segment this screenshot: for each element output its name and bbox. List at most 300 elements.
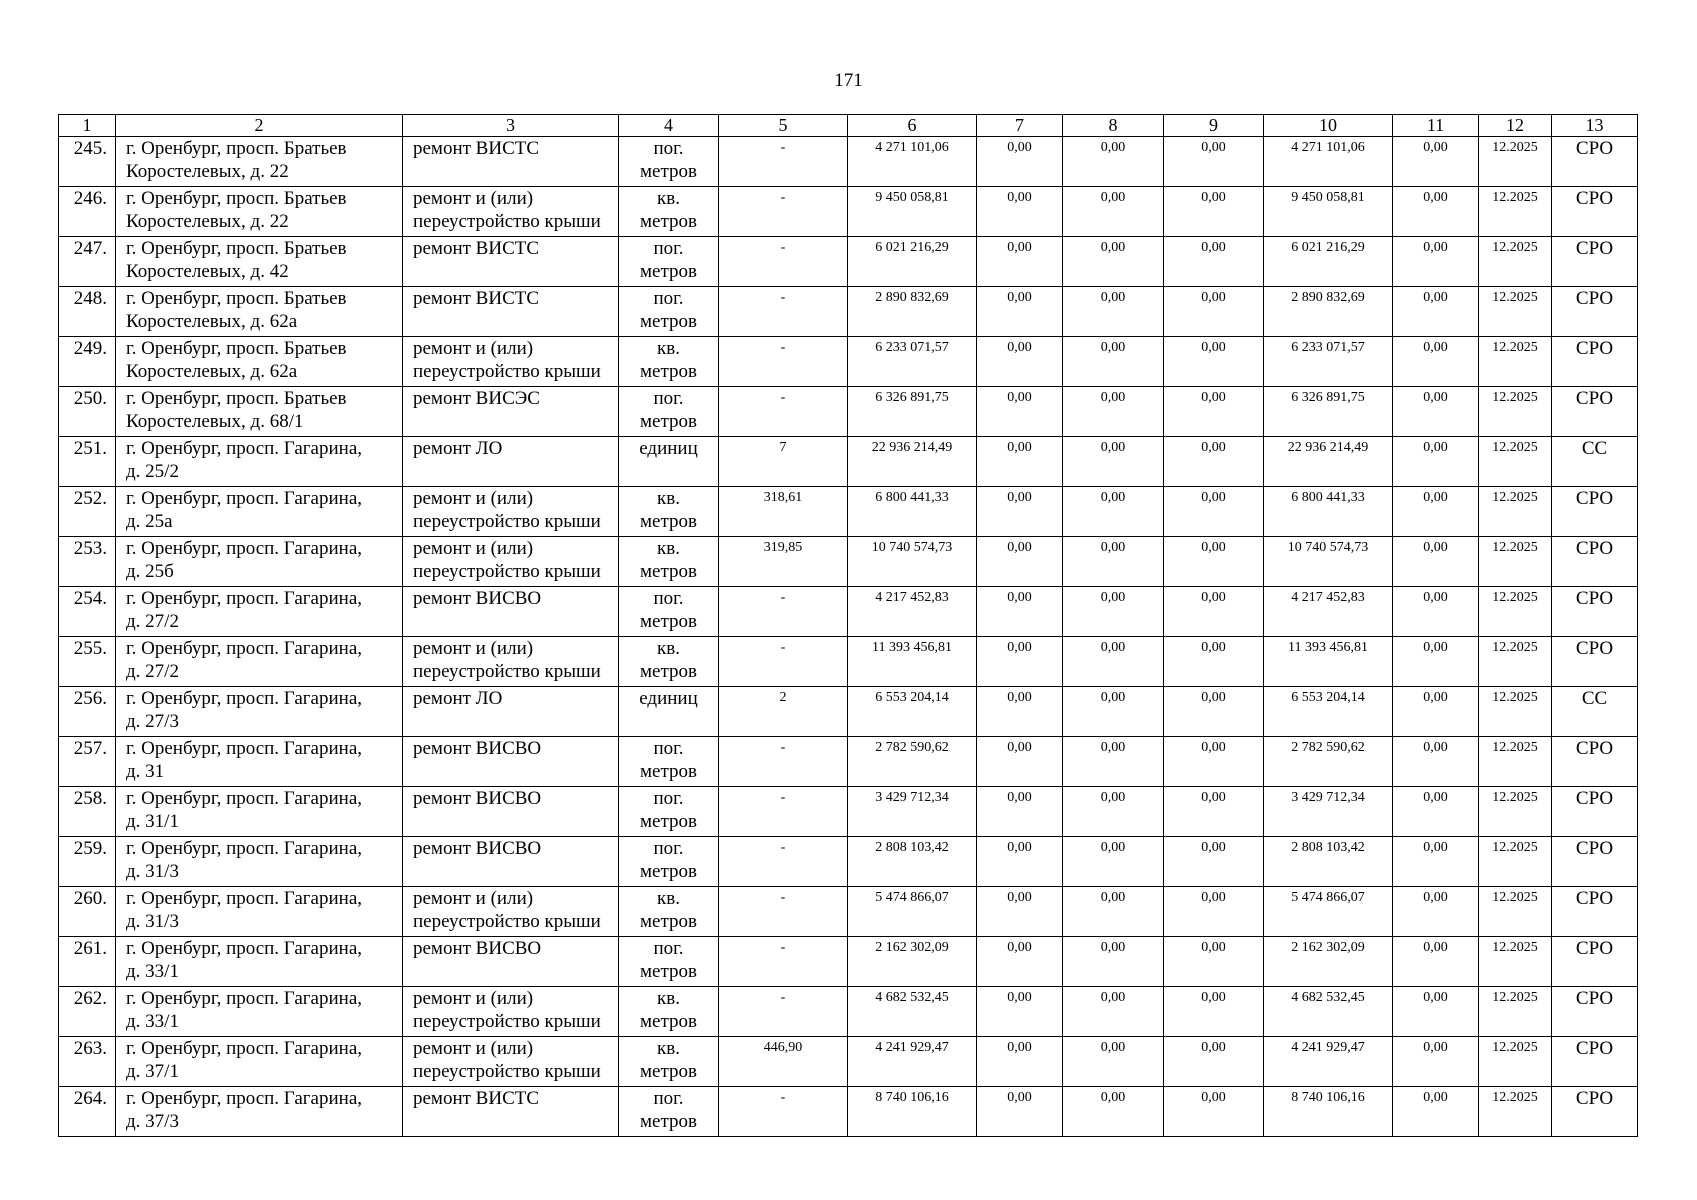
unit-line: метров	[640, 561, 697, 582]
address-line: г. Оренбург, просп. Гагарина,	[126, 888, 362, 909]
quantity-cell: -	[719, 787, 848, 837]
address-line: д. 31/3	[126, 861, 179, 882]
cost-cell-8: 0,00	[1063, 1087, 1164, 1137]
work-type-line: ремонт и (или)	[413, 188, 534, 209]
address-cell	[116, 387, 403, 437]
column-header: 1	[59, 115, 116, 137]
address-line: г. Оренбург, просп. Гагарина,	[126, 1038, 362, 1059]
total-cost-cell: 10 740 574,73	[848, 537, 977, 587]
work-type-line: переустройство крыши	[413, 561, 601, 582]
cost-cell-10: 4 217 452,83	[1264, 587, 1393, 637]
cost-cell-8: 0,00	[1063, 987, 1164, 1037]
cost-cell-8: 0,00	[1063, 537, 1164, 587]
cost-cell-9: 0,00	[1164, 437, 1264, 487]
address-line: г. Оренбург, просп. Братьев	[126, 238, 347, 259]
cost-cell-10: 10 740 574,73	[1264, 537, 1393, 587]
cost-cell-11: 0,00	[1393, 937, 1479, 987]
table-row	[59, 437, 1638, 487]
cost-cell-11: 0,00	[1393, 987, 1479, 1037]
total-cost-cell: 4 241 929,47	[848, 1037, 977, 1087]
work-type-line: ремонт ВИСВО	[413, 788, 542, 809]
address-cell	[116, 837, 403, 887]
address-cell	[116, 537, 403, 587]
total-cost-cell: 3 429 712,34	[848, 787, 977, 837]
page-number: 171	[834, 70, 863, 91]
address-line: д. 27/3	[126, 711, 179, 732]
unit-line: метров	[640, 311, 697, 332]
address-cell	[116, 287, 403, 337]
address-line: г. Оренбург, просп. Гагарина,	[126, 1088, 362, 1109]
unit-line: кв.	[657, 988, 680, 1009]
cost-cell-9: 0,00	[1164, 387, 1264, 437]
unit-cell	[619, 487, 719, 537]
total-cost-cell: 11 393 456,81	[848, 637, 977, 687]
cost-cell-10: 6 326 891,75	[1264, 387, 1393, 437]
address-line: д. 27/2	[126, 611, 179, 632]
table-row	[59, 837, 1638, 887]
method-cell: СРО	[1552, 337, 1638, 387]
total-cost-cell: 2 782 590,62	[848, 737, 977, 787]
row-number: 262.	[59, 987, 116, 1037]
work-type-line: ремонт ВИСТС	[413, 238, 540, 259]
unit-line: кв.	[657, 338, 680, 359]
column-header: 12	[1479, 115, 1552, 137]
cost-cell-10: 6 800 441,33	[1264, 487, 1393, 537]
address-line: д. 25б	[126, 561, 174, 582]
method-cell: СРО	[1552, 937, 1638, 987]
work-type-line: переустройство крыши	[413, 1011, 601, 1032]
address-line: д. 31/1	[126, 811, 179, 832]
work-type-line: ремонт и (или)	[413, 338, 534, 359]
address-line: г. Оренбург, просп. Гагарина,	[126, 838, 362, 859]
work-type-line: ремонт и (или)	[413, 538, 534, 559]
row-number: 252.	[59, 487, 116, 537]
unit-cell	[619, 637, 719, 687]
cost-cell-9: 0,00	[1164, 137, 1264, 187]
address-cell	[116, 737, 403, 787]
work-type-cell	[403, 137, 619, 187]
address-line: д. 31	[126, 761, 165, 782]
cost-cell-11: 0,00	[1393, 787, 1479, 837]
cost-cell-8: 0,00	[1063, 937, 1164, 987]
address-line: Коростелевых, д. 22	[126, 211, 289, 232]
cost-cell-11: 0,00	[1393, 237, 1479, 287]
unit-line: пог.	[653, 588, 684, 609]
unit-cell	[619, 287, 719, 337]
work-type-line: ремонт ВИСТС	[413, 288, 540, 309]
work-type-cell	[403, 737, 619, 787]
cost-cell-7: 0,00	[977, 737, 1063, 787]
work-type-line: переустройство крыши	[413, 911, 601, 932]
work-type-cell	[403, 1037, 619, 1087]
address-cell	[116, 987, 403, 1037]
cost-cell-7: 0,00	[977, 437, 1063, 487]
cost-cell-8: 0,00	[1063, 187, 1164, 237]
total-cost-cell: 6 553 204,14	[848, 687, 977, 737]
cost-cell-11: 0,00	[1393, 337, 1479, 387]
deadline-cell: 12.2025	[1479, 1087, 1552, 1137]
quantity-cell: -	[719, 237, 848, 287]
method-cell: СРО	[1552, 487, 1638, 537]
total-cost-cell: 2 890 832,69	[848, 287, 977, 337]
cost-cell-11: 0,00	[1393, 287, 1479, 337]
total-cost-cell: 4 271 101,06	[848, 137, 977, 187]
column-number-row	[59, 115, 1638, 137]
work-type-cell	[403, 987, 619, 1037]
table-row	[59, 137, 1638, 187]
method-cell: СРО	[1552, 637, 1638, 687]
cost-cell-10: 2 808 103,42	[1264, 837, 1393, 887]
deadline-cell: 12.2025	[1479, 1037, 1552, 1087]
column-header: 7	[977, 115, 1063, 137]
unit-line: пог.	[653, 138, 684, 159]
address-line: д. 27/2	[126, 661, 179, 682]
address-line: д. 33/1	[126, 961, 179, 982]
unit-cell	[619, 187, 719, 237]
address-line: г. Оренбург, просп. Гагарина,	[126, 988, 362, 1009]
deadline-cell: 12.2025	[1479, 687, 1552, 737]
address-line: Коростелевых, д. 62а	[126, 311, 298, 332]
table-row	[59, 1087, 1638, 1137]
column-header: 4	[619, 115, 719, 137]
total-cost-cell: 4 682 532,45	[848, 987, 977, 1037]
address-line: г. Оренбург, просп. Братьев	[126, 138, 347, 159]
unit-line: пог.	[653, 938, 684, 959]
column-header: 9	[1164, 115, 1264, 137]
work-type-line: ремонт ВИСТС	[413, 1088, 540, 1109]
unit-cell	[619, 937, 719, 987]
table-row	[59, 687, 1638, 737]
unit-line: кв.	[657, 638, 680, 659]
column-header: 13	[1552, 115, 1638, 137]
work-type-line: переустройство крыши	[413, 661, 601, 682]
total-cost-cell: 22 936 214,49	[848, 437, 977, 487]
address-line: д. 37/1	[126, 1061, 179, 1082]
column-header: 2	[116, 115, 403, 137]
work-type-cell	[403, 337, 619, 387]
cost-cell-9: 0,00	[1164, 837, 1264, 887]
row-number: 253.	[59, 537, 116, 587]
method-cell: СРО	[1552, 237, 1638, 287]
cost-cell-9: 0,00	[1164, 787, 1264, 837]
address-cell	[116, 887, 403, 937]
deadline-cell: 12.2025	[1479, 187, 1552, 237]
unit-cell	[619, 787, 719, 837]
method-cell: СС	[1552, 687, 1638, 737]
table-row	[59, 287, 1638, 337]
method-cell: СРО	[1552, 987, 1638, 1037]
cost-cell-11: 0,00	[1393, 1087, 1479, 1137]
cost-cell-9: 0,00	[1164, 687, 1264, 737]
cost-cell-7: 0,00	[977, 187, 1063, 237]
work-type-line: переустройство крыши	[413, 1061, 601, 1082]
method-cell: СРО	[1552, 837, 1638, 887]
cost-cell-9: 0,00	[1164, 937, 1264, 987]
cost-cell-8: 0,00	[1063, 1037, 1164, 1087]
cost-cell-7: 0,00	[977, 237, 1063, 287]
unit-cell	[619, 387, 719, 437]
cost-cell-7: 0,00	[977, 587, 1063, 637]
deadline-cell: 12.2025	[1479, 287, 1552, 337]
cost-cell-8: 0,00	[1063, 737, 1164, 787]
cost-cell-11: 0,00	[1393, 187, 1479, 237]
quantity-cell: -	[719, 737, 848, 787]
cost-cell-7: 0,00	[977, 287, 1063, 337]
row-number: 260.	[59, 887, 116, 937]
method-cell: СРО	[1552, 1087, 1638, 1137]
cost-cell-7: 0,00	[977, 987, 1063, 1037]
cost-cell-7: 0,00	[977, 1087, 1063, 1137]
quantity-cell: -	[719, 137, 848, 187]
address-cell	[116, 937, 403, 987]
cost-cell-11: 0,00	[1393, 437, 1479, 487]
cost-cell-9: 0,00	[1164, 537, 1264, 587]
row-number: 251.	[59, 437, 116, 487]
quantity-cell: -	[719, 187, 848, 237]
cost-cell-9: 0,00	[1164, 637, 1264, 687]
method-cell: СС	[1552, 437, 1638, 487]
cost-cell-9: 0,00	[1164, 487, 1264, 537]
cost-cell-11: 0,00	[1393, 837, 1479, 887]
row-number: 258.	[59, 787, 116, 837]
cost-cell-8: 0,00	[1063, 337, 1164, 387]
address-line: г. Оренбург, просп. Братьев	[126, 388, 347, 409]
cost-cell-10: 22 936 214,49	[1264, 437, 1393, 487]
cost-cell-10: 4 271 101,06	[1264, 137, 1393, 187]
column-header: 5	[719, 115, 848, 137]
work-type-cell	[403, 887, 619, 937]
deadline-cell: 12.2025	[1479, 787, 1552, 837]
method-cell: СРО	[1552, 887, 1638, 937]
cost-cell-7: 0,00	[977, 1037, 1063, 1087]
quantity-cell: 7	[719, 437, 848, 487]
address-line: г. Оренбург, просп. Гагарина,	[126, 638, 362, 659]
unit-line: метров	[640, 1061, 697, 1082]
table-row	[59, 1037, 1638, 1087]
work-type-cell	[403, 687, 619, 737]
table-row	[59, 937, 1638, 987]
deadline-cell: 12.2025	[1479, 837, 1552, 887]
row-number: 245.	[59, 137, 116, 187]
deadline-cell: 12.2025	[1479, 487, 1552, 537]
cost-cell-8: 0,00	[1063, 387, 1164, 437]
unit-cell	[619, 537, 719, 587]
quantity-cell: -	[719, 587, 848, 637]
unit-line: метров	[640, 961, 697, 982]
unit-line: кв.	[657, 538, 680, 559]
row-number: 264.	[59, 1087, 116, 1137]
cost-cell-8: 0,00	[1063, 437, 1164, 487]
quantity-cell: 319,85	[719, 537, 848, 587]
quantity-cell: -	[719, 337, 848, 387]
work-type-cell	[403, 237, 619, 287]
row-number: 263.	[59, 1037, 116, 1087]
cost-cell-11: 0,00	[1393, 1037, 1479, 1087]
work-type-line: ремонт и (или)	[413, 1038, 534, 1059]
table-row	[59, 237, 1638, 287]
unit-line: метров	[640, 911, 697, 932]
address-line: г. Оренбург, просп. Братьев	[126, 288, 347, 309]
row-number: 259.	[59, 837, 116, 887]
cost-cell-11: 0,00	[1393, 137, 1479, 187]
address-line: г. Оренбург, просп. Гагарина,	[126, 738, 362, 759]
address-cell	[116, 1087, 403, 1137]
unit-line: единиц	[639, 438, 698, 459]
unit-line: метров	[640, 861, 697, 882]
address-line: г. Оренбург, просп. Гагарина,	[126, 688, 362, 709]
quantity-cell: -	[719, 1087, 848, 1137]
unit-cell	[619, 687, 719, 737]
unit-line: кв.	[657, 488, 680, 509]
cost-cell-7: 0,00	[977, 687, 1063, 737]
cost-cell-10: 6 553 204,14	[1264, 687, 1393, 737]
row-number: 247.	[59, 237, 116, 287]
unit-line: метров	[640, 811, 697, 832]
unit-line: пог.	[653, 838, 684, 859]
cost-cell-8: 0,00	[1063, 787, 1164, 837]
table-row	[59, 887, 1638, 937]
work-type-cell	[403, 487, 619, 537]
cost-cell-9: 0,00	[1164, 587, 1264, 637]
table-row	[59, 987, 1638, 1037]
unit-cell	[619, 587, 719, 637]
work-type-line: ремонт ВИСВО	[413, 938, 542, 959]
deadline-cell: 12.2025	[1479, 137, 1552, 187]
row-number: 255.	[59, 637, 116, 687]
quantity-cell: -	[719, 387, 848, 437]
column-header: 6	[848, 115, 977, 137]
address-line: г. Оренбург, просп. Гагарина,	[126, 538, 362, 559]
unit-line: метров	[640, 1111, 697, 1132]
cost-cell-10: 4 682 532,45	[1264, 987, 1393, 1037]
table-row	[59, 737, 1638, 787]
table-row	[59, 537, 1638, 587]
total-cost-cell: 9 450 058,81	[848, 187, 977, 237]
method-cell: СРО	[1552, 1037, 1638, 1087]
address-cell	[116, 1037, 403, 1087]
quantity-cell: -	[719, 837, 848, 887]
deadline-cell: 12.2025	[1479, 337, 1552, 387]
unit-line: метров	[640, 211, 697, 232]
cost-cell-9: 0,00	[1164, 187, 1264, 237]
work-type-cell	[403, 637, 619, 687]
unit-line: метров	[640, 261, 697, 282]
cost-cell-9: 0,00	[1164, 737, 1264, 787]
cost-cell-10: 6 021 216,29	[1264, 237, 1393, 287]
table-body	[59, 137, 1638, 1137]
cost-cell-7: 0,00	[977, 637, 1063, 687]
quantity-cell: -	[719, 637, 848, 687]
unit-cell	[619, 237, 719, 287]
method-cell: СРО	[1552, 537, 1638, 587]
cost-cell-7: 0,00	[977, 937, 1063, 987]
cost-cell-10: 5 474 866,07	[1264, 887, 1393, 937]
work-type-cell	[403, 787, 619, 837]
work-type-line: ремонт ЛО	[413, 438, 503, 459]
work-type-cell	[403, 587, 619, 637]
total-cost-cell: 6 326 891,75	[848, 387, 977, 437]
table-row	[59, 487, 1638, 537]
cost-cell-7: 0,00	[977, 787, 1063, 837]
deadline-cell: 12.2025	[1479, 437, 1552, 487]
address-line: д. 25/2	[126, 461, 179, 482]
row-number: 256.	[59, 687, 116, 737]
address-line: Коростелевых, д. 62а	[126, 361, 298, 382]
cost-cell-8: 0,00	[1063, 687, 1164, 737]
column-header: 10	[1264, 115, 1393, 137]
unit-line: метров	[640, 361, 697, 382]
cost-cell-7: 0,00	[977, 487, 1063, 537]
cost-cell-9: 0,00	[1164, 1037, 1264, 1087]
method-cell: СРО	[1552, 287, 1638, 337]
row-number: 250.	[59, 387, 116, 437]
address-line: д. 31/3	[126, 911, 179, 932]
cost-cell-11: 0,00	[1393, 887, 1479, 937]
unit-cell	[619, 887, 719, 937]
row-number: 249.	[59, 337, 116, 387]
method-cell: СРО	[1552, 137, 1638, 187]
address-line: г. Оренбург, просп. Гагарина,	[126, 488, 362, 509]
row-number: 261.	[59, 937, 116, 987]
cost-cell-8: 0,00	[1063, 587, 1164, 637]
unit-cell	[619, 1037, 719, 1087]
address-line: г. Оренбург, просп. Братьев	[126, 338, 347, 359]
capital-repair-table	[58, 114, 1638, 1137]
address-cell	[116, 237, 403, 287]
table-row	[59, 637, 1638, 687]
total-cost-cell: 4 217 452,83	[848, 587, 977, 637]
total-cost-cell: 6 800 441,33	[848, 487, 977, 537]
address-line: г. Оренбург, просп. Гагарина,	[126, 438, 362, 459]
cost-cell-11: 0,00	[1393, 587, 1479, 637]
work-type-cell	[403, 387, 619, 437]
table-row	[59, 387, 1638, 437]
unit-line: метров	[640, 1011, 697, 1032]
method-cell: СРО	[1552, 587, 1638, 637]
unit-line: единиц	[639, 688, 698, 709]
total-cost-cell: 5 474 866,07	[848, 887, 977, 937]
unit-line: кв.	[657, 188, 680, 209]
cost-cell-9: 0,00	[1164, 1087, 1264, 1137]
cost-cell-11: 0,00	[1393, 387, 1479, 437]
cost-cell-10: 4 241 929,47	[1264, 1037, 1393, 1087]
unit-cell	[619, 1087, 719, 1137]
unit-line: пог.	[653, 288, 684, 309]
address-cell	[116, 187, 403, 237]
quantity-cell: -	[719, 887, 848, 937]
unit-cell	[619, 837, 719, 887]
address-line: д. 25а	[126, 511, 173, 532]
work-type-line: переустройство крыши	[413, 511, 601, 532]
cost-cell-10: 3 429 712,34	[1264, 787, 1393, 837]
cost-cell-10: 2 782 590,62	[1264, 737, 1393, 787]
deadline-cell: 12.2025	[1479, 937, 1552, 987]
address-line: г. Оренбург, просп. Гагарина,	[126, 588, 362, 609]
quantity-cell: -	[719, 937, 848, 987]
work-type-cell	[403, 287, 619, 337]
work-type-line: ремонт ЛО	[413, 688, 503, 709]
address-line: Коростелевых, д. 68/1	[126, 411, 304, 432]
method-cell: СРО	[1552, 387, 1638, 437]
cost-cell-8: 0,00	[1063, 637, 1164, 687]
table-row	[59, 587, 1638, 637]
quantity-cell: 2	[719, 687, 848, 737]
table-row	[59, 187, 1638, 237]
work-type-line: ремонт ВИСЭС	[413, 388, 540, 409]
unit-line: метров	[640, 611, 697, 632]
column-header: 8	[1063, 115, 1164, 137]
cost-cell-9: 0,00	[1164, 337, 1264, 387]
